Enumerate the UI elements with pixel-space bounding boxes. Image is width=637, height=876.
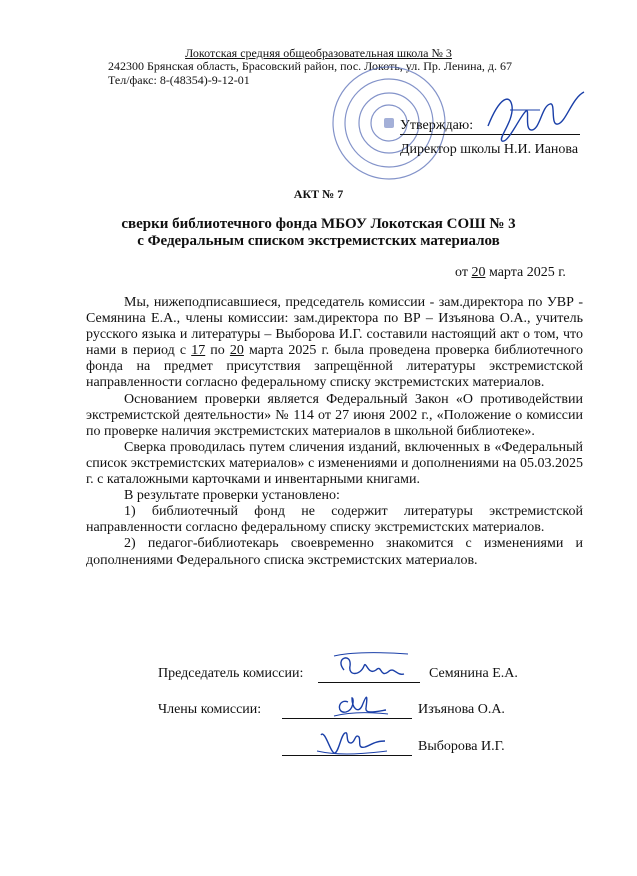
approval-label: Утверждаю: — [400, 118, 474, 133]
school-phone: Тел/факс: 8-(48354)-9-12-01 — [108, 73, 250, 87]
paragraph-1 — [86, 295, 583, 392]
member1-signature — [330, 688, 390, 720]
member1-signature-line — [282, 718, 412, 719]
paragraph-5: 1) библиотечный фонд не содержит литературы экстремистской направленности согласно федеральному списку экстремистских материалов. — [86, 504, 583, 536]
act-title-line2: с Федеральным списком экстремистских материалов — [137, 233, 500, 249]
approval-signature-line — [400, 134, 580, 135]
act-date — [455, 265, 566, 281]
members-label: Члены комиссии: — [158, 702, 262, 717]
approval-signatory: Директор школы Н.И. Ианова — [400, 142, 579, 157]
member1-name: Изъянова О.А. — [418, 702, 505, 717]
paragraph-1-text: Мы, нижеподписавшиеся, председатель комиссии - зам.директора по УВР - Семянина Е.А., члены комиссии: зам.директора по ВР – Изъянова О.А., учитель русского языка и литературы – Выборова И.Г. составили настоящий акт о том, что нами в период с — [86, 295, 583, 359]
date-day: 20 — [471, 265, 486, 280]
date-prefix: от — [455, 265, 468, 280]
chair-name: Семянина Е.А. — [429, 666, 518, 681]
chair-signature-line — [318, 682, 420, 683]
act-body — [86, 295, 583, 569]
school-name: Локотская средняя общеобразовательная школа № 3 — [185, 46, 452, 60]
chair-label: Председатель комиссии: — [158, 666, 304, 681]
paragraph-4: В результате проверки установлено: — [124, 488, 340, 504]
period-from: 17 — [191, 343, 206, 359]
paragraph-1-tail: марта 2025 г. была проведена проверка библиотечного фонда на предмет присутствия запрещённой литературы экстремистской направленности согласно федеральному списку экстремистских материалов. — [86, 343, 583, 391]
member2-name: Выборова И.Г. — [418, 739, 505, 754]
chair-signature — [330, 650, 410, 682]
paragraph-3: Сверка проводилась путем сличения изданий, включенных в «Федеральный список экстремистских материалов» с изменениями и дополнениями на 05.03.2025 г. с каталожными карточками и инвентарными книгами. — [86, 439, 583, 488]
period-to: 20 — [229, 343, 244, 359]
paragraph-2: Основанием проверки является Федеральный Закон «О противодействии экстремистской деятельности» № 114 от 27 июня 2002 г., «Положение о комиссии по проверке наличия экстремистских материалов в школьной библиотеке». — [86, 391, 583, 439]
act-title-line1: сверки библиотечного фонда МБОУ Локотская СОШ № 3 — [121, 216, 516, 232]
member2-signature — [315, 725, 390, 759]
paragraph-1-mid: по — [205, 343, 230, 359]
member2-signature-line — [282, 755, 412, 756]
act-number: АКТ № 7 — [293, 187, 344, 201]
director-signature — [480, 86, 590, 148]
school-address: 242300 Брянская область, Брасовский район, пос. Локоть, ул. Пр. Ленина, д. 67 — [108, 59, 512, 73]
date-rest: марта 2025 г. — [488, 265, 566, 280]
paragraph-6: 2) педагог-библиотекарь своевременно знакомится с изменениями и дополнениями Федерального списка экстремистских материалов. — [86, 536, 583, 568]
